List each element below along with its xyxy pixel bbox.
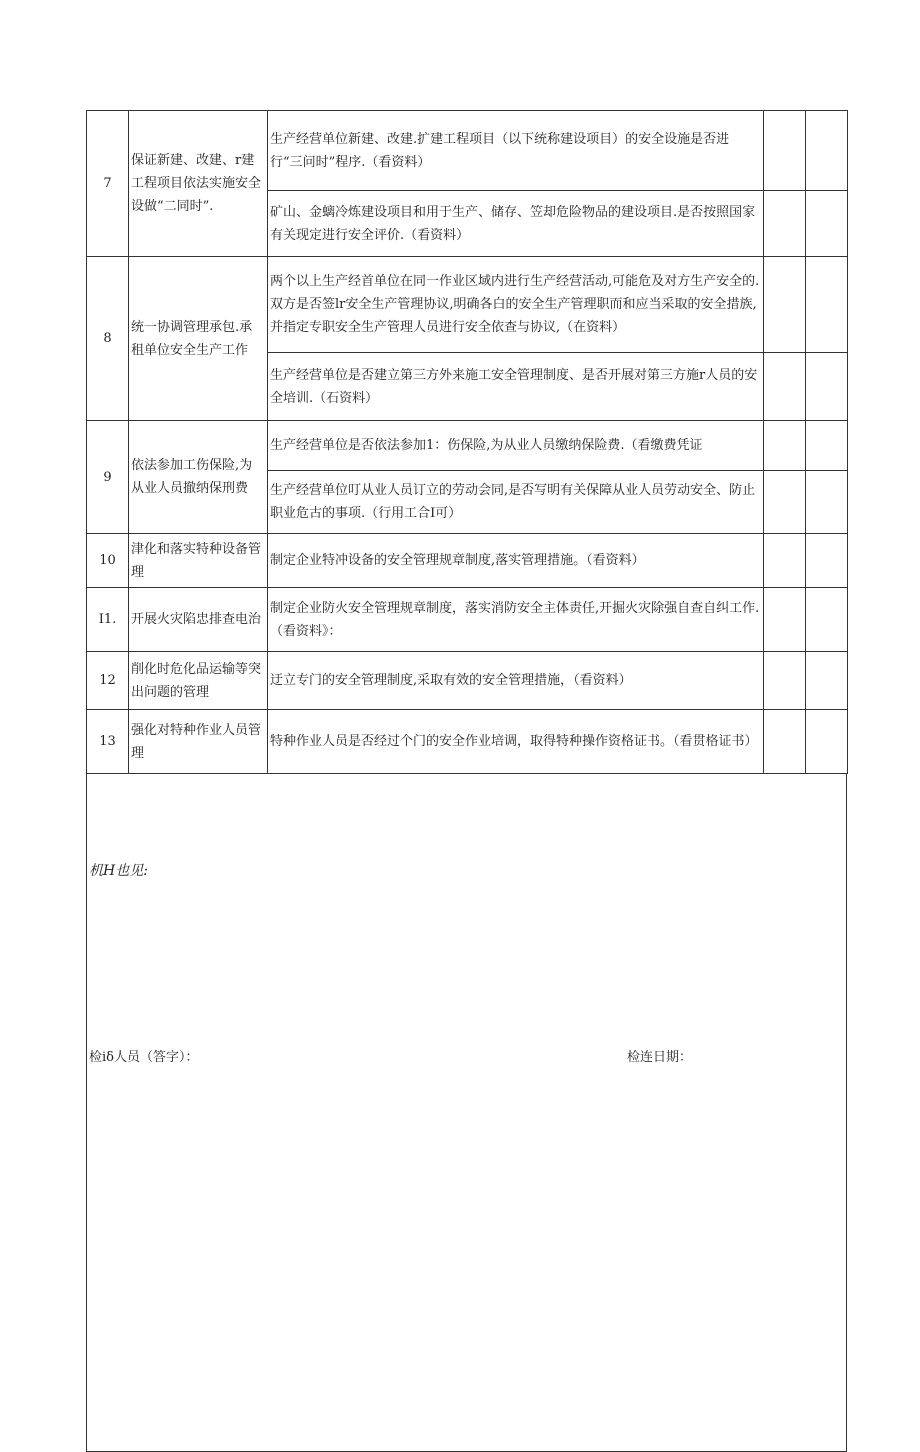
result-cell[interactable] <box>764 471 806 534</box>
remark-cell[interactable] <box>806 710 848 774</box>
check-content: 生产经营单位是否建立第三方外来施工安全管理制度、是否开展对第三方施r人员的安全培训.（石资料） <box>268 353 764 421</box>
inspection-sheet <box>86 110 847 1452</box>
check-content: 生产经营单位叮从业人员订立的劳动会同,是否写明有关保障从业人员劳动安全、防止职业危古的事项.（行用工合I可） <box>268 471 764 534</box>
remark-cell[interactable] <box>806 257 848 353</box>
table-row <box>87 710 848 774</box>
table-row <box>87 257 848 353</box>
row-number: 7 <box>87 111 129 257</box>
result-cell[interactable] <box>764 257 806 353</box>
remark-cell[interactable] <box>806 421 848 471</box>
remark-cell[interactable] <box>806 652 848 710</box>
check-content: 迂立专门的安全管理制度,采取有效的安全管理措施，（看资料） <box>268 652 764 710</box>
check-content: 矿山、金螭冷炼建设项目和用于生产、储存、笠却危险物品的建设项目.是否按照国家有关现定进行安全评价.（看资料） <box>268 191 764 257</box>
result-cell[interactable] <box>764 588 806 652</box>
checklist-table <box>86 110 848 774</box>
row-number: I1. <box>87 588 129 652</box>
remark-cell[interactable] <box>806 534 848 588</box>
result-cell[interactable] <box>764 353 806 421</box>
item-title: 依法参加工伤保险,为从业人员撤纳保刑费 <box>129 421 268 534</box>
result-cell[interactable] <box>764 111 806 191</box>
result-cell[interactable] <box>764 421 806 471</box>
row-number: 8 <box>87 257 129 421</box>
item-title: 强化对特种作业人员管理 <box>129 710 268 774</box>
result-cell[interactable] <box>764 534 806 588</box>
inspection-date-label: 检连日期： <box>627 1050 693 1065</box>
item-title: 统一协调管理承包.承租单位安全生产工作 <box>129 257 268 421</box>
table-row <box>87 652 848 710</box>
table-row <box>87 534 848 588</box>
inspector-signature-label: 检iδ人员（答字）： <box>89 1050 199 1065</box>
check-content: 制定企业防火安全管理规章制度，落实消防安全主体责任,开掘火灾除强自查自纠工作.（看资料》： <box>268 588 764 652</box>
table-row <box>87 421 848 471</box>
item-title: 削化时危化品运输等突出问题的管理 <box>129 652 268 710</box>
row-number: 13 <box>87 710 129 774</box>
row-number: 12 <box>87 652 129 710</box>
result-cell[interactable] <box>764 710 806 774</box>
remark-cell[interactable] <box>806 471 848 534</box>
result-cell[interactable] <box>764 191 806 257</box>
table-row <box>87 111 848 191</box>
item-title: 津化和落实特种设备管理 <box>129 534 268 588</box>
result-cell[interactable] <box>764 652 806 710</box>
remark-cell[interactable] <box>806 111 848 191</box>
row-number: 10 <box>87 534 129 588</box>
opinion-section[interactable] <box>86 774 847 1452</box>
remark-cell[interactable] <box>806 353 848 421</box>
check-content: 两个以上生产经首单位在同一作业区域内进行生产经营活动,可能危及对方生产安全的.双方是否签lr安全生产管理协议,明确各白的安全生产管理职而和应当采取的安全措族,并指定专职安全生产管理人员进行安全依查与协议,（在资料） <box>268 257 764 353</box>
item-title: 保证新建、改建、r建工程项目依法实施安全设做“二同时”. <box>129 111 268 257</box>
row-number: 9 <box>87 421 129 534</box>
item-title: 开展火灾陷忠排查电治 <box>129 588 268 652</box>
check-content: 特种作业人员是否经过个门的安全作业培调，取得特种操作资格证书。（看贯格证书） <box>268 710 764 774</box>
remark-cell[interactable] <box>806 191 848 257</box>
opinion-label: 机H也见: <box>89 863 148 879</box>
check-content: 生产经营单位新建、改建.扩建工程项目（以下统称建设项目）的安全设施是否进行“三问时”程序.（看资料） <box>268 111 764 191</box>
check-content: 制定企业特冲设备的安全管理规章制度,落实管理措施。（看资料） <box>268 534 764 588</box>
remark-cell[interactable] <box>806 588 848 652</box>
table-row <box>87 588 848 652</box>
check-content: 生产经营单位是否依法参加1：伤保险,为从业人员缴纳保险费.（看缴费凭证 <box>268 421 764 471</box>
